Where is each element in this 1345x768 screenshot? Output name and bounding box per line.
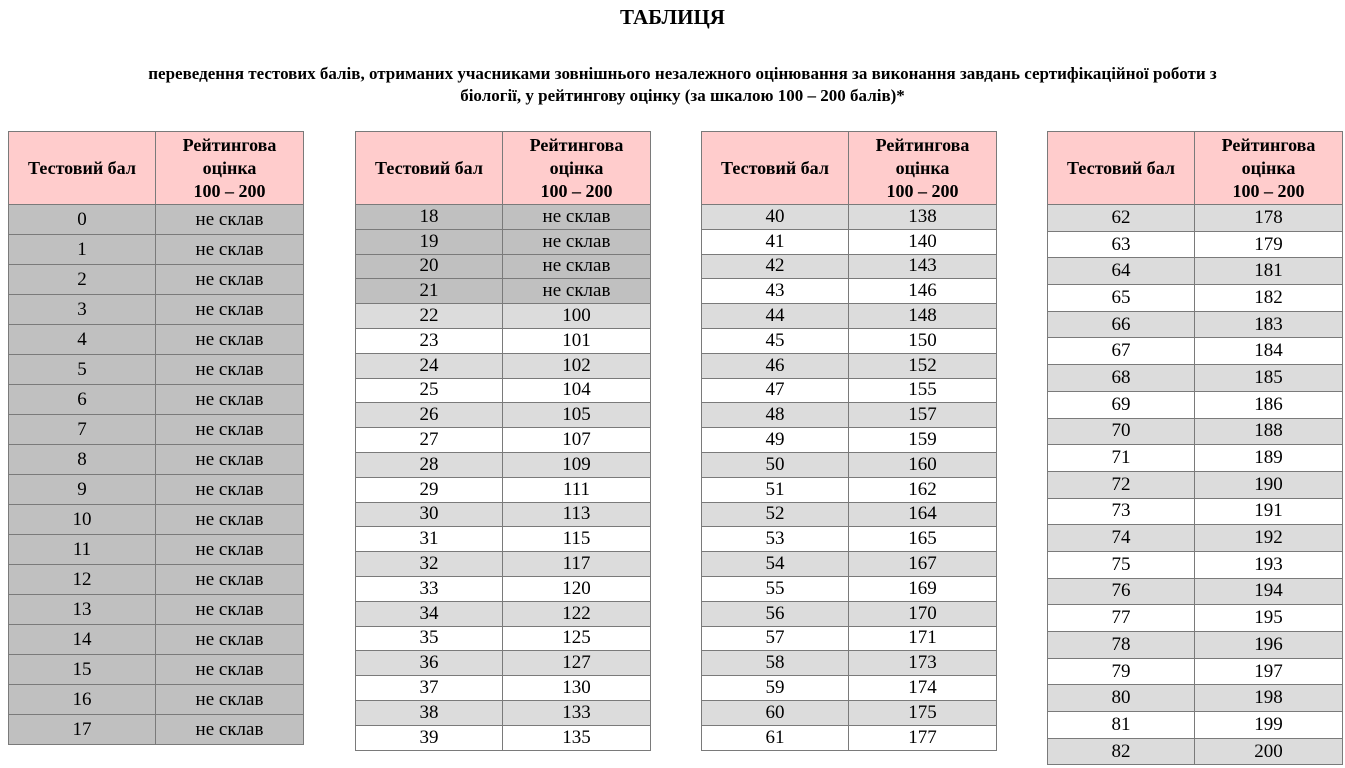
test-score-cell: 27 <box>356 428 503 453</box>
table-row <box>1048 471 1343 498</box>
test-score-cell: 13 <box>9 595 156 625</box>
test-score-cell: 68 <box>1048 365 1195 392</box>
table-row <box>9 355 304 385</box>
test-score-cell: 31 <box>356 527 503 552</box>
test-score-cell: 61 <box>702 725 849 750</box>
test-score-cell: 0 <box>9 205 156 235</box>
rating-cell: 173 <box>849 651 997 676</box>
rating-cell: 174 <box>849 676 997 701</box>
test-score-cell: 63 <box>1048 231 1195 258</box>
table-row <box>702 378 997 403</box>
table-row <box>702 552 997 577</box>
test-score-cell: 29 <box>356 477 503 502</box>
rating-cell: 117 <box>503 552 651 577</box>
header-test-score: Тестовий бал <box>702 132 849 205</box>
test-score-cell: 54 <box>702 552 849 577</box>
test-score-cell: 6 <box>9 385 156 415</box>
test-score-cell: 52 <box>702 502 849 527</box>
table-row <box>1048 658 1343 685</box>
rating-cell: 192 <box>1195 525 1343 552</box>
header-rating <box>1195 132 1343 205</box>
test-score-cell: 81 <box>1048 712 1195 739</box>
rating-cell: не склав <box>156 565 304 595</box>
table-row <box>9 655 304 685</box>
test-score-cell: 18 <box>356 205 503 230</box>
rating-cell: 169 <box>849 576 997 601</box>
table-row <box>1048 605 1343 632</box>
test-score-cell: 51 <box>702 477 849 502</box>
rating-cell: 185 <box>1195 365 1343 392</box>
rating-cell: 171 <box>849 626 997 651</box>
rating-cell: 102 <box>503 353 651 378</box>
rating-cell: 113 <box>503 502 651 527</box>
header-rating-line-3: 100 – 200 <box>886 180 959 201</box>
table-row <box>356 304 651 329</box>
table-row <box>9 565 304 595</box>
rating-cell: не склав <box>156 265 304 295</box>
test-score-cell: 9 <box>9 475 156 505</box>
score-table-2 <box>355 131 651 751</box>
table-row <box>9 235 304 265</box>
table-row <box>9 625 304 655</box>
table-row <box>9 685 304 715</box>
test-score-cell: 39 <box>356 725 503 750</box>
test-score-cell: 20 <box>356 254 503 279</box>
table-row <box>9 475 304 505</box>
table-row <box>702 676 997 701</box>
rating-cell: 146 <box>849 279 997 304</box>
header-rating <box>156 132 304 205</box>
table-row <box>702 353 997 378</box>
test-score-cell: 82 <box>1048 738 1195 765</box>
rating-cell: 196 <box>1195 632 1343 659</box>
table-row <box>1048 258 1343 285</box>
test-score-cell: 21 <box>356 279 503 304</box>
table-row <box>9 265 304 295</box>
rating-cell: 198 <box>1195 685 1343 712</box>
header-rating-line-3: 100 – 200 <box>1232 180 1305 201</box>
test-score-cell: 53 <box>702 527 849 552</box>
test-score-cell: 66 <box>1048 311 1195 338</box>
rating-cell: 190 <box>1195 471 1343 498</box>
table-row <box>702 328 997 353</box>
table-row <box>1048 498 1343 525</box>
rating-cell: 162 <box>849 477 997 502</box>
table-row <box>1048 231 1343 258</box>
header-rating-line-2: оцінка <box>549 157 604 178</box>
rating-cell: не склав <box>503 254 651 279</box>
table-row <box>702 428 997 453</box>
rating-cell: не склав <box>156 535 304 565</box>
rating-cell: 179 <box>1195 231 1343 258</box>
table-row <box>356 601 651 626</box>
table-row <box>1048 445 1343 472</box>
header-rating-line-3: 100 – 200 <box>193 180 266 201</box>
document-title: ТАБЛИЦЯ <box>620 5 725 29</box>
table-header-row <box>356 132 651 205</box>
rating-cell: 115 <box>503 527 651 552</box>
table-row <box>356 279 651 304</box>
rating-cell: 130 <box>503 676 651 701</box>
rating-cell: 138 <box>849 205 997 230</box>
rating-cell: 183 <box>1195 311 1343 338</box>
table-row <box>702 601 997 626</box>
table-row <box>356 205 651 230</box>
test-score-cell: 25 <box>356 378 503 403</box>
test-score-cell: 74 <box>1048 525 1195 552</box>
table-row <box>9 445 304 475</box>
rating-cell: не склав <box>156 325 304 355</box>
table-row <box>356 428 651 453</box>
rating-cell: не склав <box>503 279 651 304</box>
test-score-cell: 35 <box>356 626 503 651</box>
test-score-cell: 16 <box>9 685 156 715</box>
test-score-cell: 26 <box>356 403 503 428</box>
test-score-cell: 79 <box>1048 658 1195 685</box>
test-score-cell: 28 <box>356 452 503 477</box>
rating-cell: не склав <box>156 595 304 625</box>
table-row <box>702 254 997 279</box>
test-score-cell: 73 <box>1048 498 1195 525</box>
rating-cell: не склав <box>156 445 304 475</box>
rating-cell: 164 <box>849 502 997 527</box>
test-score-cell: 33 <box>356 576 503 601</box>
rating-cell: не склав <box>156 295 304 325</box>
table-row <box>356 651 651 676</box>
table-row <box>1048 391 1343 418</box>
table-row <box>9 415 304 445</box>
test-score-cell: 75 <box>1048 551 1195 578</box>
header-rating <box>503 132 651 205</box>
rating-cell: не склав <box>156 415 304 445</box>
test-score-cell: 38 <box>356 700 503 725</box>
rating-cell: не склав <box>156 685 304 715</box>
table-row <box>702 725 997 750</box>
table-row <box>356 353 651 378</box>
test-score-cell: 59 <box>702 676 849 701</box>
score-table-1 <box>8 131 304 745</box>
rating-cell: 109 <box>503 452 651 477</box>
test-score-cell: 3 <box>9 295 156 325</box>
rating-cell: 184 <box>1195 338 1343 365</box>
score-table-4 <box>1047 131 1343 765</box>
table-row <box>702 229 997 254</box>
test-score-cell: 11 <box>9 535 156 565</box>
table-row <box>1048 712 1343 739</box>
test-score-cell: 56 <box>702 601 849 626</box>
rating-cell: не склав <box>156 505 304 535</box>
test-score-cell: 1 <box>9 235 156 265</box>
rating-cell: 101 <box>503 328 651 353</box>
rating-cell: 182 <box>1195 285 1343 312</box>
table-row <box>9 205 304 235</box>
test-score-cell: 49 <box>702 428 849 453</box>
rating-cell: не склав <box>156 385 304 415</box>
rating-cell: 165 <box>849 527 997 552</box>
table-row <box>356 254 651 279</box>
table-row <box>9 295 304 325</box>
rating-cell: 122 <box>503 601 651 626</box>
header-test-score: Тестовий бал <box>9 132 156 205</box>
table-row <box>1048 632 1343 659</box>
table-row <box>702 452 997 477</box>
test-score-cell: 58 <box>702 651 849 676</box>
test-score-cell: 2 <box>9 265 156 295</box>
test-score-cell: 48 <box>702 403 849 428</box>
test-score-cell: 23 <box>356 328 503 353</box>
table-row <box>702 403 997 428</box>
rating-cell: 167 <box>849 552 997 577</box>
rating-cell: 199 <box>1195 712 1343 739</box>
test-score-cell: 77 <box>1048 605 1195 632</box>
table-row <box>356 725 651 750</box>
rating-cell: не склав <box>156 235 304 265</box>
table-row <box>356 229 651 254</box>
header-test-score: Тестовий бал <box>1048 132 1195 205</box>
rating-cell: 193 <box>1195 551 1343 578</box>
table-row <box>9 595 304 625</box>
test-score-cell: 78 <box>1048 632 1195 659</box>
rating-cell: не склав <box>156 355 304 385</box>
test-score-cell: 17 <box>9 715 156 745</box>
table-row <box>356 700 651 725</box>
table-row <box>702 205 997 230</box>
rating-cell: 148 <box>849 304 997 329</box>
rating-cell: 178 <box>1195 205 1343 232</box>
table-header-row <box>1048 132 1343 205</box>
table-row <box>1048 311 1343 338</box>
rating-cell: 107 <box>503 428 651 453</box>
rating-cell: не склав <box>503 205 651 230</box>
rating-cell: 159 <box>849 428 997 453</box>
table-row <box>9 715 304 745</box>
header-test-score: Тестовий бал <box>356 132 503 205</box>
test-score-cell: 45 <box>702 328 849 353</box>
rating-cell: 186 <box>1195 391 1343 418</box>
test-score-cell: 14 <box>9 625 156 655</box>
rating-cell: 105 <box>503 403 651 428</box>
table-row <box>356 403 651 428</box>
rating-cell: 125 <box>503 626 651 651</box>
test-score-cell: 43 <box>702 279 849 304</box>
test-score-cell: 7 <box>9 415 156 445</box>
test-score-cell: 4 <box>9 325 156 355</box>
test-score-cell: 69 <box>1048 391 1195 418</box>
rating-cell: 189 <box>1195 445 1343 472</box>
rating-cell: 194 <box>1195 578 1343 605</box>
rating-cell: 135 <box>503 725 651 750</box>
subtitle-line-2: біології, у рейтингову оцінку (за шкалою 100 – 200 балів)* <box>460 86 905 105</box>
table-row <box>702 527 997 552</box>
header-rating-line-1: Рейтингова <box>875 134 970 155</box>
test-score-cell: 36 <box>356 651 503 676</box>
test-score-cell: 64 <box>1048 258 1195 285</box>
test-score-cell: 10 <box>9 505 156 535</box>
rating-cell: 111 <box>503 477 651 502</box>
document-subtitle <box>20 63 1345 107</box>
rating-cell: не склав <box>156 205 304 235</box>
test-score-cell: 15 <box>9 655 156 685</box>
table-row <box>1048 418 1343 445</box>
table-row <box>1048 285 1343 312</box>
rating-cell: 143 <box>849 254 997 279</box>
rating-cell: 188 <box>1195 418 1343 445</box>
test-score-cell: 24 <box>356 353 503 378</box>
table-row <box>702 279 997 304</box>
table-row <box>702 626 997 651</box>
test-score-cell: 76 <box>1048 578 1195 605</box>
header-rating-line-2: оцінка <box>202 157 257 178</box>
table-row <box>356 378 651 403</box>
table-row <box>1048 685 1343 712</box>
table-row <box>1048 525 1343 552</box>
test-score-cell: 62 <box>1048 205 1195 232</box>
test-score-cell: 8 <box>9 445 156 475</box>
test-score-cell: 5 <box>9 355 156 385</box>
test-score-cell: 12 <box>9 565 156 595</box>
table-row <box>356 576 651 601</box>
test-score-cell: 80 <box>1048 685 1195 712</box>
test-score-cell: 71 <box>1048 445 1195 472</box>
test-score-cell: 65 <box>1048 285 1195 312</box>
rating-cell: 155 <box>849 378 997 403</box>
rating-cell: 197 <box>1195 658 1343 685</box>
header-rating <box>849 132 997 205</box>
test-score-cell: 47 <box>702 378 849 403</box>
rating-cell: не склав <box>503 229 651 254</box>
header-rating-line-2: оцінка <box>895 157 950 178</box>
subtitle-line-1: переведення тестових балів, отриманих учасниками зовнішнього незалежного оцінювання за виконання завдань сертифікаційної роботи з <box>148 64 1217 83</box>
table-row <box>9 325 304 355</box>
header-rating-line-1: Рейтингова <box>529 134 624 155</box>
table-row <box>9 535 304 565</box>
rating-cell: 177 <box>849 725 997 750</box>
table-header-row <box>702 132 997 205</box>
score-table-3 <box>701 131 997 751</box>
header-rating-line-3: 100 – 200 <box>540 180 613 201</box>
test-score-cell: 46 <box>702 353 849 378</box>
test-score-cell: 37 <box>356 676 503 701</box>
rating-cell: 150 <box>849 328 997 353</box>
table-row <box>702 477 997 502</box>
test-score-cell: 57 <box>702 626 849 651</box>
test-score-cell: 44 <box>702 304 849 329</box>
rating-cell: 175 <box>849 700 997 725</box>
test-score-cell: 67 <box>1048 338 1195 365</box>
test-score-cell: 50 <box>702 452 849 477</box>
test-score-cell: 72 <box>1048 471 1195 498</box>
rating-cell: 127 <box>503 651 651 676</box>
header-rating-line-1: Рейтингова <box>1221 134 1316 155</box>
test-score-cell: 55 <box>702 576 849 601</box>
rating-cell: не склав <box>156 625 304 655</box>
rating-cell: 133 <box>503 700 651 725</box>
table-row <box>702 304 997 329</box>
test-score-cell: 30 <box>356 502 503 527</box>
rating-cell: 140 <box>849 229 997 254</box>
rating-cell: 100 <box>503 304 651 329</box>
test-score-cell: 32 <box>356 552 503 577</box>
table-row <box>702 651 997 676</box>
table-row <box>1048 205 1343 232</box>
test-score-cell: 42 <box>702 254 849 279</box>
rating-cell: 152 <box>849 353 997 378</box>
rating-cell: 104 <box>503 378 651 403</box>
rating-cell: 181 <box>1195 258 1343 285</box>
table-row <box>9 505 304 535</box>
table-row <box>1048 578 1343 605</box>
rating-cell: 157 <box>849 403 997 428</box>
rating-cell: 191 <box>1195 498 1343 525</box>
test-score-cell: 70 <box>1048 418 1195 445</box>
test-score-cell: 22 <box>356 304 503 329</box>
table-row <box>356 452 651 477</box>
rating-cell: 195 <box>1195 605 1343 632</box>
table-row <box>356 676 651 701</box>
test-score-cell: 34 <box>356 601 503 626</box>
header-rating-line-1: Рейтингова <box>182 134 277 155</box>
table-row <box>1048 738 1343 765</box>
table-row <box>1048 365 1343 392</box>
table-row <box>356 502 651 527</box>
rating-cell: 120 <box>503 576 651 601</box>
table-row <box>356 626 651 651</box>
table-row <box>356 552 651 577</box>
rating-cell: 160 <box>849 452 997 477</box>
table-row <box>356 328 651 353</box>
rating-cell: 170 <box>849 601 997 626</box>
header-rating-line-2: оцінка <box>1241 157 1296 178</box>
table-row <box>356 527 651 552</box>
table-row <box>356 477 651 502</box>
rating-cell: не склав <box>156 655 304 685</box>
test-score-cell: 41 <box>702 229 849 254</box>
rating-cell: 200 <box>1195 738 1343 765</box>
table-row <box>9 385 304 415</box>
table-row <box>1048 551 1343 578</box>
test-score-cell: 40 <box>702 205 849 230</box>
table-row <box>702 700 997 725</box>
rating-cell: не склав <box>156 715 304 745</box>
test-score-cell: 19 <box>356 229 503 254</box>
rating-cell: не склав <box>156 475 304 505</box>
table-header-row <box>9 132 304 205</box>
table-row <box>1048 338 1343 365</box>
test-score-cell: 60 <box>702 700 849 725</box>
table-row <box>702 576 997 601</box>
table-row <box>702 502 997 527</box>
